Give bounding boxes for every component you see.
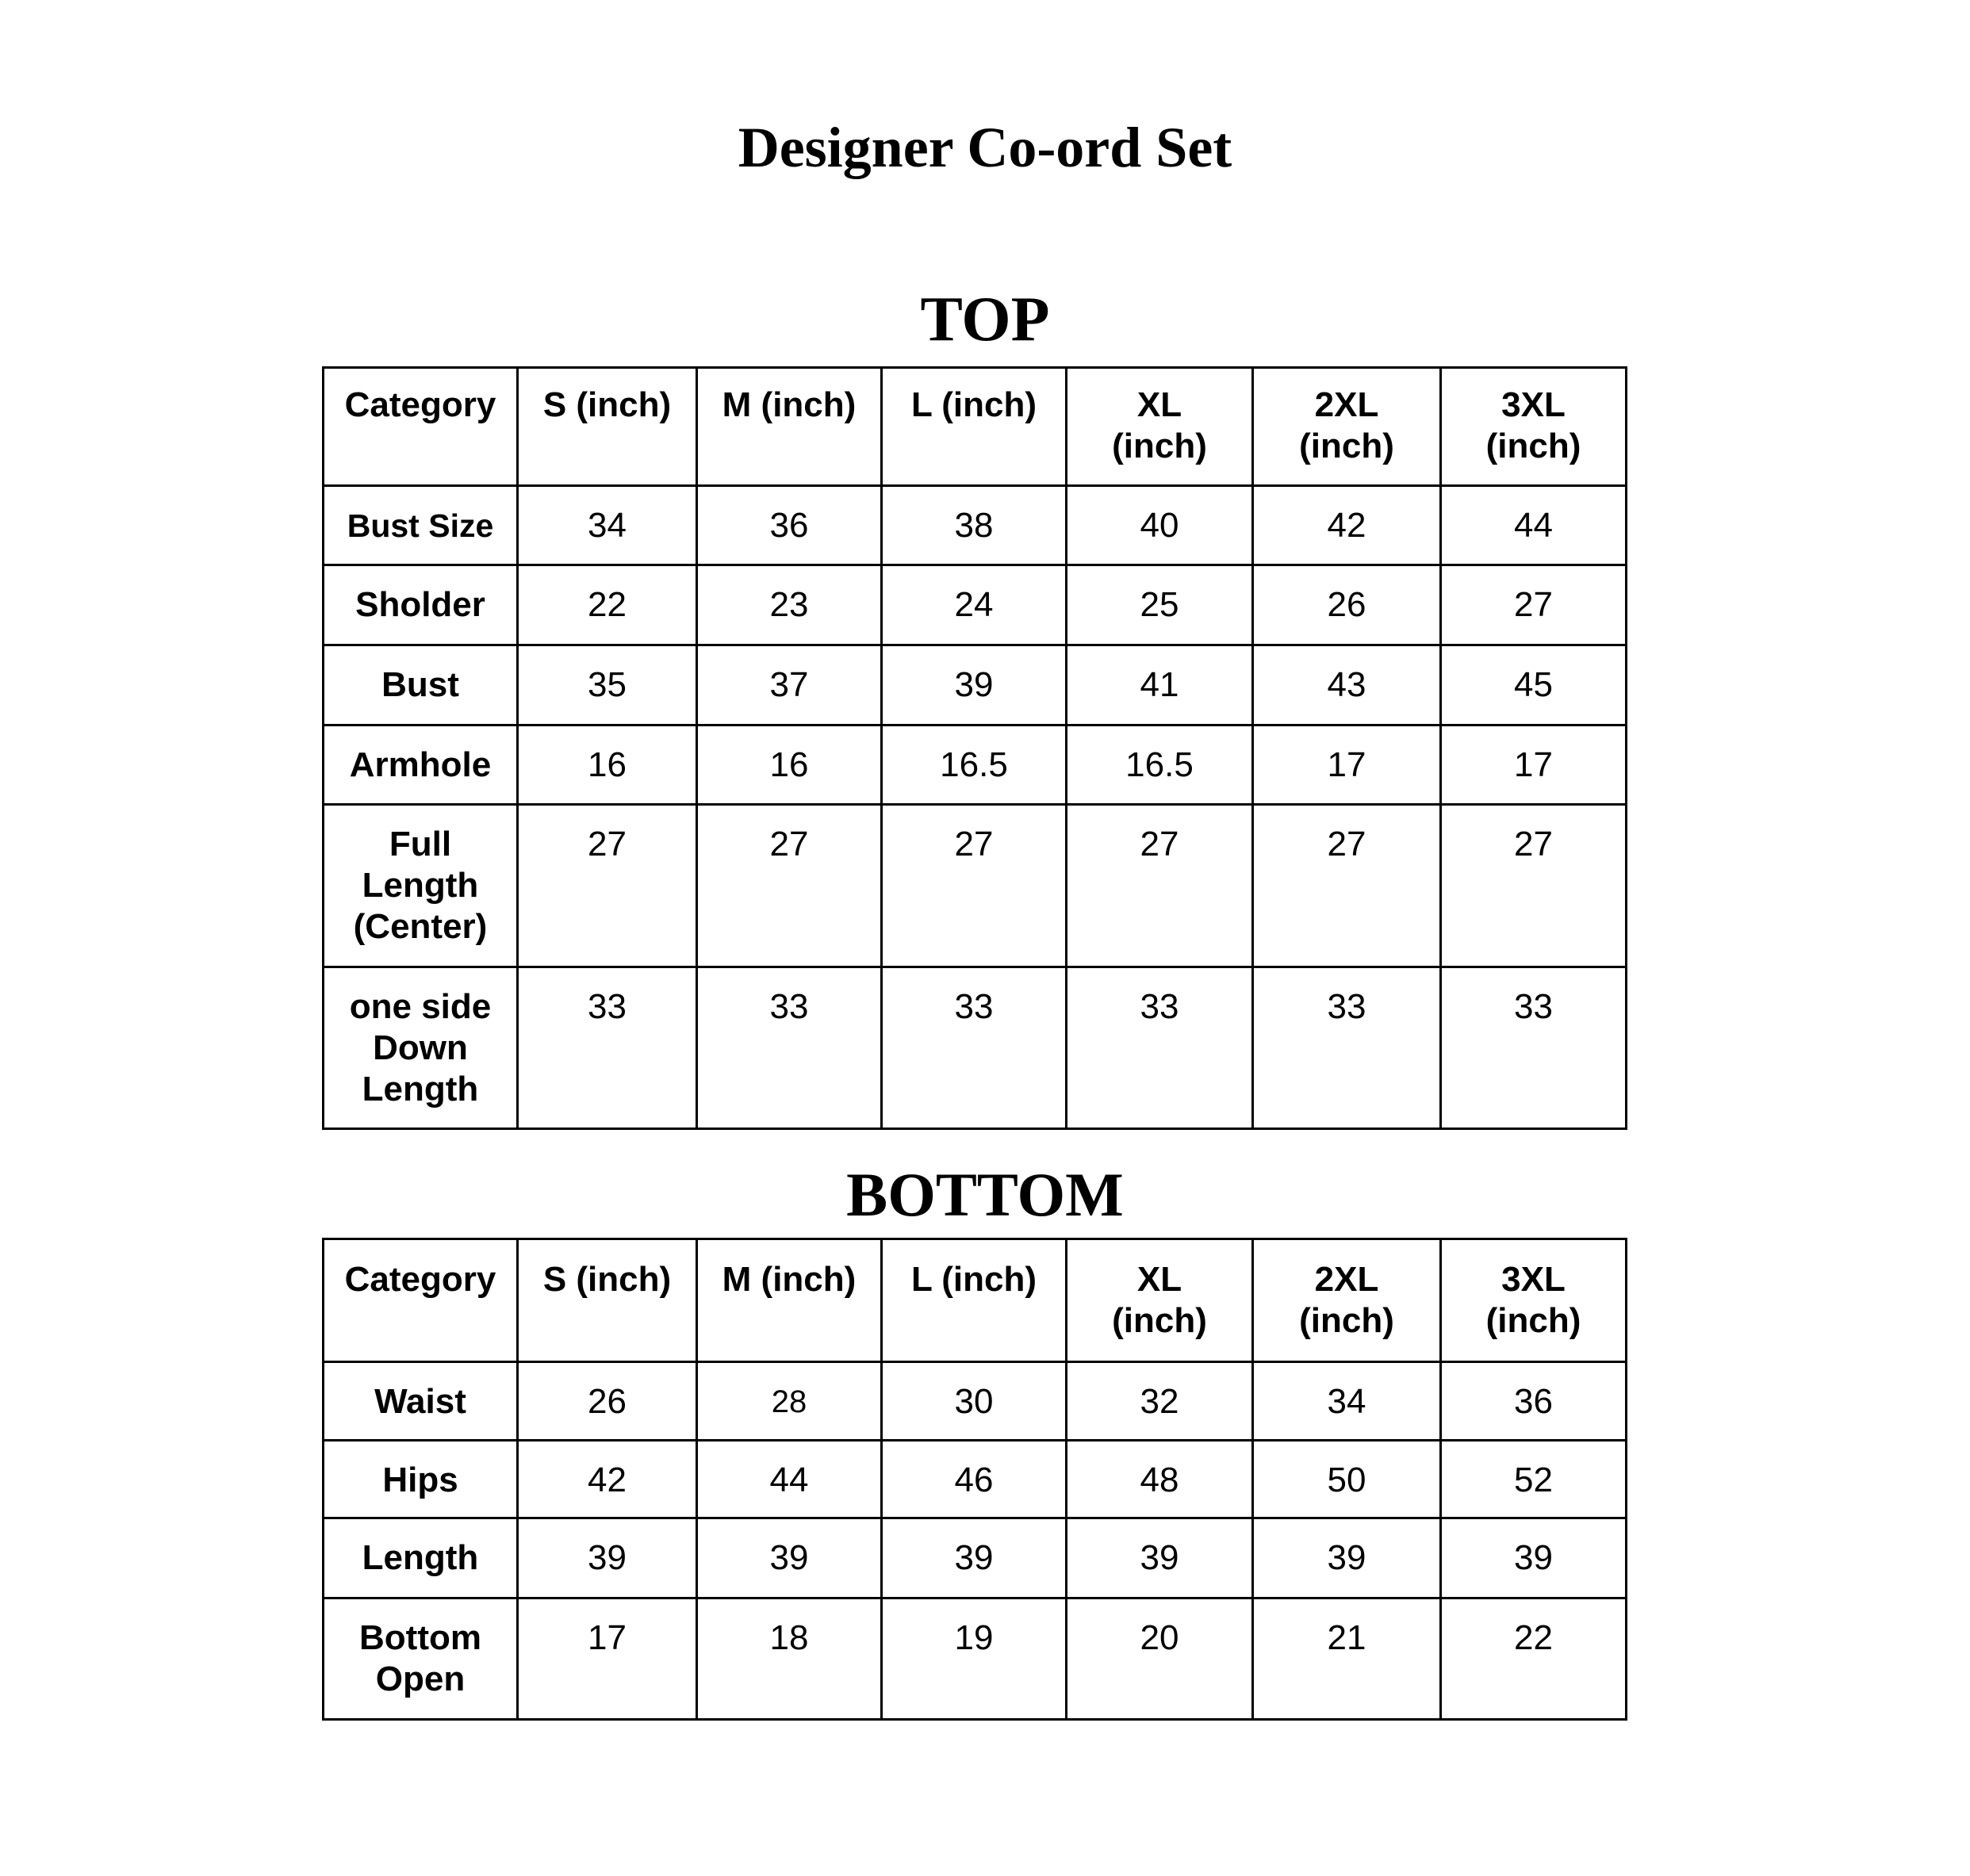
cell-value: 19	[882, 1598, 1067, 1720]
row-label: Bust	[324, 645, 518, 726]
cell-value: 40	[1067, 486, 1253, 565]
cell-value: 32	[1067, 1362, 1253, 1441]
cell-value: 16	[697, 726, 882, 805]
table-row	[324, 565, 1627, 645]
column-header-3xl: 3XL (inch)	[1441, 368, 1627, 486]
top-section-heading: TOP	[920, 285, 1050, 354]
cell-value: 34	[518, 486, 697, 565]
column-header-l: L (inch)	[882, 368, 1067, 486]
column-header-category: Category	[324, 1239, 518, 1362]
column-header-xl: XL (inch)	[1067, 1239, 1253, 1362]
cell-value: 27	[1067, 805, 1253, 967]
cell-value: 39	[1253, 1518, 1441, 1598]
row-label: Hips	[324, 1441, 518, 1518]
column-header-2xl: 2XL (inch)	[1253, 368, 1441, 486]
column-header-xl: XL (inch)	[1067, 368, 1253, 486]
cell-value: 48	[1067, 1441, 1253, 1518]
cell-value: 34	[1253, 1362, 1441, 1441]
cell-value: 38	[882, 486, 1067, 565]
table-row	[324, 486, 1627, 565]
cell-value: 25	[1067, 565, 1253, 645]
table-header-row	[324, 1239, 1627, 1362]
cell-value: 17	[1441, 726, 1627, 805]
row-label: Length	[324, 1518, 518, 1598]
cell-value: 33	[697, 967, 882, 1129]
table-row	[324, 1518, 1627, 1598]
cell-value: 16	[518, 726, 697, 805]
table-row	[324, 805, 1627, 967]
row-label: Waist	[324, 1362, 518, 1441]
row-label: Bust Size	[324, 486, 518, 565]
table-row	[324, 645, 1627, 726]
cell-value: 46	[882, 1441, 1067, 1518]
cell-value: 36	[697, 486, 882, 565]
cell-value: 36	[1441, 1362, 1627, 1441]
column-header-l: L (inch)	[882, 1239, 1067, 1362]
cell-value: 39	[882, 1518, 1067, 1598]
top-size-chart-table	[322, 366, 1627, 1130]
table-row	[324, 967, 1627, 1129]
cell-value: 27	[882, 805, 1067, 967]
cell-value: 39	[882, 645, 1067, 726]
cell-value: 28	[697, 1362, 882, 1441]
column-header-s: S (inch)	[518, 1239, 697, 1362]
row-label: one side Down Length	[324, 967, 518, 1129]
cell-value: 17	[518, 1598, 697, 1720]
cell-value: 22	[1441, 1598, 1627, 1720]
cell-value: 39	[697, 1518, 882, 1598]
cell-value: 42	[518, 1441, 697, 1518]
row-label: Bottom Open	[324, 1598, 518, 1720]
column-header-s: S (inch)	[518, 368, 697, 486]
bottom-section-heading: BOTTOM	[846, 1160, 1124, 1229]
table-row	[324, 1598, 1627, 1720]
column-header-3xl: 3XL (inch)	[1441, 1239, 1627, 1362]
cell-value: 27	[1441, 565, 1627, 645]
cell-value: 26	[1253, 565, 1441, 645]
cell-value: 33	[1067, 967, 1253, 1129]
cell-value: 21	[1253, 1598, 1441, 1720]
cell-value: 33	[1253, 967, 1441, 1129]
cell-value: 23	[697, 565, 882, 645]
table-row	[324, 1362, 1627, 1441]
cell-value: 33	[518, 967, 697, 1129]
cell-value: 39	[1067, 1518, 1253, 1598]
cell-value: 45	[1441, 645, 1627, 726]
bottom-size-chart-table	[322, 1238, 1627, 1721]
cell-value: 41	[1067, 645, 1253, 726]
cell-value: 22	[518, 565, 697, 645]
cell-value: 27	[697, 805, 882, 967]
cell-value: 44	[697, 1441, 882, 1518]
cell-value: 24	[882, 565, 1067, 645]
cell-value: 43	[1253, 645, 1441, 726]
column-header-2xl: 2XL (inch)	[1253, 1239, 1441, 1362]
cell-value: 30	[882, 1362, 1067, 1441]
cell-value: 27	[518, 805, 697, 967]
cell-value: 16.5	[1067, 726, 1253, 805]
row-label: Armhole	[324, 726, 518, 805]
cell-value: 35	[518, 645, 697, 726]
column-header-category: Category	[324, 368, 518, 486]
cell-value: 39	[518, 1518, 697, 1598]
cell-value: 33	[882, 967, 1067, 1129]
row-label: Full Length (Center)	[324, 805, 518, 967]
cell-value: 18	[697, 1598, 882, 1720]
row-label: Sholder	[324, 565, 518, 645]
cell-value: 39	[1441, 1518, 1627, 1598]
table-row	[324, 1441, 1627, 1518]
cell-value: 50	[1253, 1441, 1441, 1518]
cell-value: 27	[1441, 805, 1627, 967]
cell-value: 17	[1253, 726, 1441, 805]
cell-value: 16.5	[882, 726, 1067, 805]
cell-value: 20	[1067, 1598, 1253, 1720]
column-header-m: M (inch)	[697, 1239, 882, 1362]
cell-value: 52	[1441, 1441, 1627, 1518]
cell-value: 44	[1441, 486, 1627, 565]
cell-value: 37	[697, 645, 882, 726]
cell-value: 33	[1441, 967, 1627, 1129]
table-header-row	[324, 368, 1627, 486]
cell-value: 42	[1253, 486, 1441, 565]
cell-value: 27	[1253, 805, 1441, 967]
document-title: Designer Co-ord Set	[738, 116, 1232, 179]
column-header-m: M (inch)	[697, 368, 882, 486]
table-row	[324, 726, 1627, 805]
cell-value: 26	[518, 1362, 697, 1441]
